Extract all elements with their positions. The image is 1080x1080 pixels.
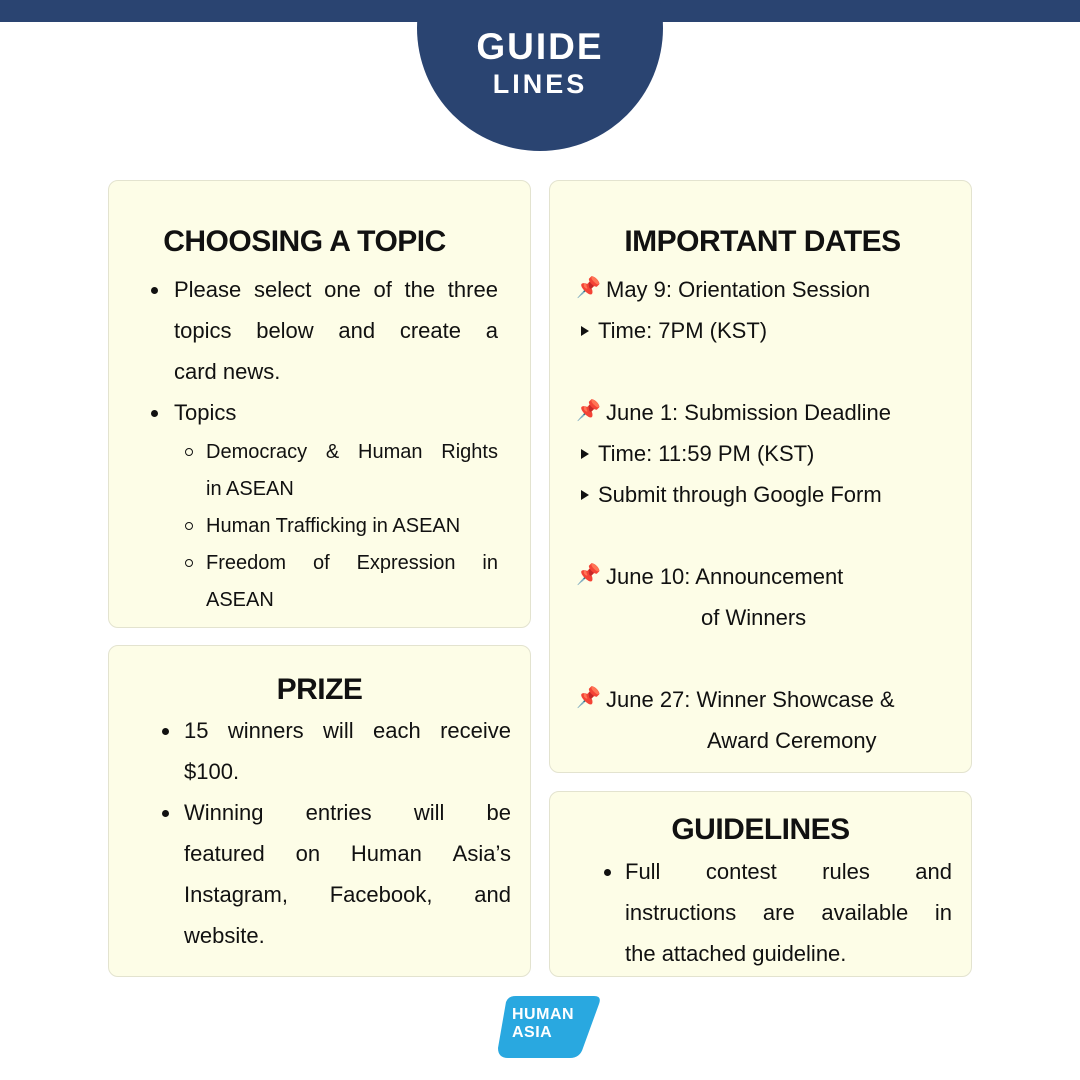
word: and [338, 318, 376, 343]
word: Facebook, [329, 882, 433, 907]
subtopic1-line1 [206, 442, 498, 462]
arrow-bullet-icon [581, 449, 589, 459]
guidelines-title: GUIDELINES [671, 813, 850, 846]
word: one [324, 277, 361, 302]
prize-card [108, 645, 531, 977]
word: will [323, 718, 354, 743]
word: and [474, 882, 511, 907]
word: select [253, 277, 312, 302]
guidelines-line2 [625, 902, 952, 924]
word: Please [174, 277, 242, 302]
date-event4-title: June 27: Winner Showcase & [606, 687, 895, 712]
word: Democracy [206, 441, 308, 463]
word: Human [358, 441, 423, 463]
topic-bullet1-line2 [174, 320, 498, 342]
word: in [934, 900, 952, 925]
word: Freedom [206, 552, 287, 574]
header-title-line2: LINES [492, 69, 588, 99]
word: receive [440, 718, 511, 743]
word: contest [705, 859, 777, 884]
important-dates-card [549, 180, 972, 773]
bullet-dot [604, 869, 611, 876]
bullet-dot [162, 810, 169, 817]
bullet-dot [162, 728, 169, 735]
arrow-bullet-icon [581, 490, 589, 500]
word: and [915, 859, 952, 884]
date-event3-title-line2: of Winners [701, 605, 807, 630]
header-title-line1: GUIDE [476, 26, 604, 67]
subtopic1-line2: in ASEAN [206, 478, 294, 500]
bullet-dot [151, 410, 158, 417]
word: entries [305, 800, 372, 825]
header-badge [417, 0, 663, 151]
date-event2-note: Submit through Google Form [598, 482, 882, 507]
pushpin-icon: 📌 [576, 564, 601, 586]
word: Asia’s [452, 841, 511, 866]
prize-title: PRIZE [276, 673, 363, 706]
logo-text-line2: ASIA [512, 1024, 553, 1041]
date-event1-time: Time: 7PM (KST) [598, 318, 768, 343]
choosing-topic-title: CHOOSING A TOPIC [163, 225, 446, 258]
prize-bullet2-line2 [184, 843, 511, 865]
pushpin-icon: 📌 [576, 400, 601, 422]
word: three [447, 277, 498, 302]
word: winners [227, 718, 304, 743]
subtopic2: Human Trafficking in ASEAN [206, 515, 461, 537]
word: Winning [184, 800, 264, 825]
prize-bullet2-line1 [184, 802, 511, 824]
word: each [372, 718, 421, 743]
word: topics [174, 318, 232, 343]
date-event2-title: June 1: Submission Deadline [606, 400, 891, 425]
word: in [482, 552, 498, 574]
important-dates-title: IMPORTANT DATES [624, 225, 901, 258]
word: instructions [625, 900, 737, 925]
word: rules [822, 859, 870, 884]
word: 15 [184, 718, 209, 743]
word: on [295, 841, 321, 866]
prize-bullet1-line2: $100. [184, 759, 240, 784]
guidelines-line1 [625, 861, 952, 883]
word: a [485, 318, 498, 343]
word: are [762, 900, 795, 925]
date-event3-title: June 10: Announcement [606, 564, 844, 589]
subtopic3-line2: ASEAN [206, 589, 274, 611]
bullet-dot [151, 287, 158, 294]
pushpin-icon: 📌 [576, 687, 601, 709]
word: will [413, 800, 445, 825]
word: Expression [356, 552, 456, 574]
topic-bullet1-line1 [174, 279, 498, 301]
arrow-bullet-icon [581, 326, 589, 336]
sub-bullet-ring [185, 522, 193, 530]
prize-bullet1-line1 [184, 720, 511, 742]
sub-bullet-ring [185, 559, 193, 567]
prize-bullet2-line3 [184, 884, 511, 906]
word: of [373, 277, 392, 302]
word: Instagram, [184, 882, 288, 907]
topic-bullet2: Topics [174, 400, 237, 425]
choosing-topic-card [108, 180, 531, 628]
guidelines-line3: the attached guideline. [625, 941, 847, 966]
word: be [486, 800, 511, 825]
date-event2-time: Time: 11:59 PM (KST) [598, 441, 815, 466]
word: available [821, 900, 909, 925]
human-asia-logo [498, 996, 602, 1058]
sub-bullet-ring [185, 448, 193, 456]
word: & [325, 441, 340, 463]
word: Full [625, 859, 661, 884]
word: featured [184, 841, 265, 866]
logo-text-line1: HUMAN [512, 1006, 575, 1023]
word: the [404, 277, 436, 302]
pushpin-icon: 📌 [576, 277, 601, 299]
subtopic3-line1 [206, 553, 498, 573]
word: Human [350, 841, 422, 866]
date-event4-title-line2: Award Ceremony [707, 728, 877, 753]
word: of [312, 552, 330, 574]
date-event1-title: May 9: Orientation Session [606, 277, 871, 302]
word: create [399, 318, 461, 343]
guidelines-card [549, 791, 972, 977]
topic-bullet1-line3: card news. [174, 359, 281, 384]
prize-bullet2-line4: website. [184, 923, 265, 948]
word: below [256, 318, 314, 343]
word: Rights [441, 441, 498, 463]
